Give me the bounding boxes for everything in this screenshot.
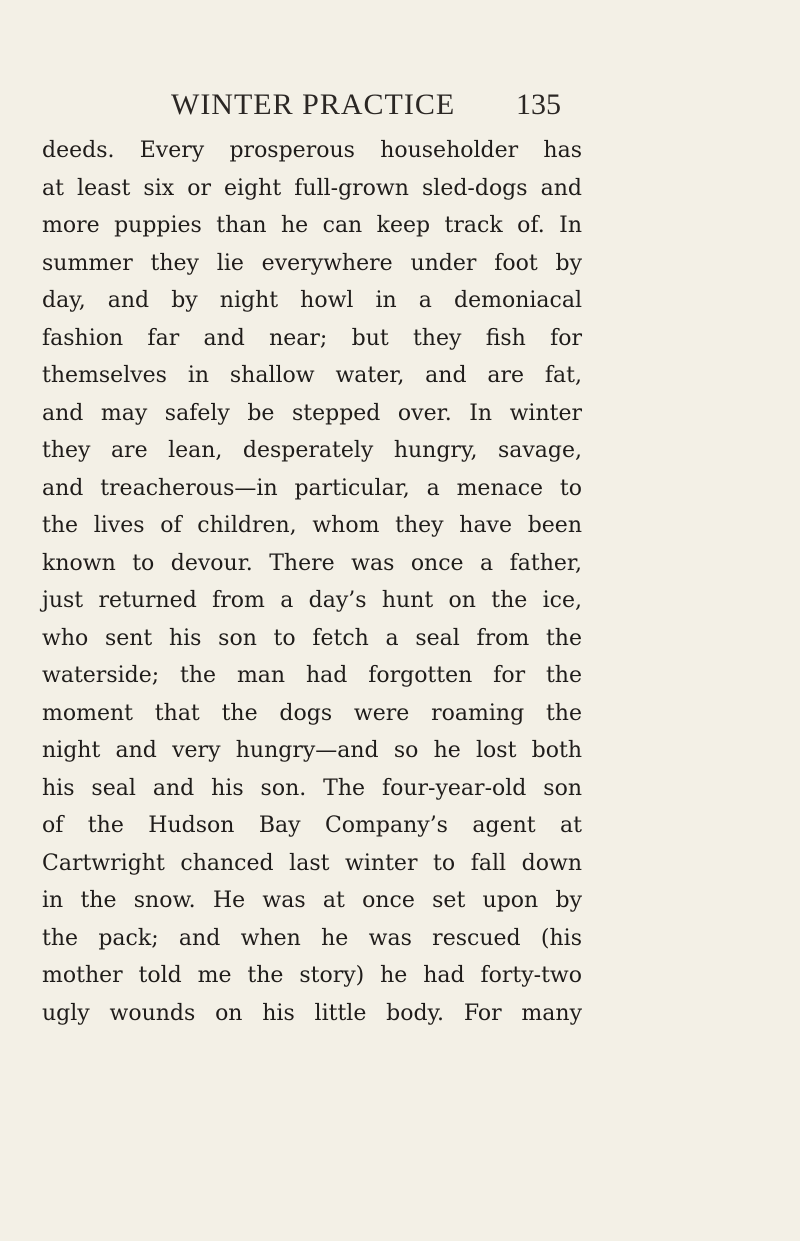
text-line: fashion far and near; but they fish for <box>42 325 582 351</box>
text-line: in the snow. He was at once set upon by <box>42 888 582 913</box>
text-line: deeds. Every prosperous householder has <box>42 138 582 163</box>
text-line: known to devour. There was once a father, <box>42 550 582 576</box>
running-head-title: WINTER PRACTICE <box>171 88 456 121</box>
text-line: mother told me the story) he had forty-two <box>42 963 582 988</box>
text-line: the lives of children, whom they have been <box>42 513 582 538</box>
text-line: themselves in shallow water, and are fat, <box>42 363 582 388</box>
text-line: more puppies than he can keep track of. In <box>42 213 582 238</box>
text-line: waterside; the man had forgotten for the <box>42 663 582 688</box>
text-line: of the Hudson Bay Company’s agent at <box>42 813 582 838</box>
text-line: day, and by night howl in a demoniacal <box>42 288 582 313</box>
text-line: summer they lie everywhere under foot by <box>42 250 582 276</box>
text-line: at least six or eight full-grown sled-dogs and <box>42 175 582 201</box>
text-line: his seal and his son. The four-year-old son <box>42 775 582 801</box>
text-line: Cartwright chanced last winter to fall down <box>42 850 582 876</box>
text-line: and treacherous—in particular, a menace to <box>42 475 582 501</box>
body-text <box>42 132 582 1032</box>
text-line: moment that the dogs were roaming the <box>42 700 582 726</box>
text-line: just returned from a day’s hunt on the ice, <box>42 588 582 613</box>
text-line: ugly wounds on his little body. For many <box>42 1000 582 1026</box>
text-line: and may safely be stepped over. In winter <box>42 400 582 426</box>
text-line: night and very hungry—and so he lost both <box>42 738 582 763</box>
running-head <box>0 88 800 128</box>
page-number: 135 <box>516 88 561 121</box>
text-line: they are lean, desperately hungry, savage, <box>42 438 582 463</box>
text-line: the pack; and when he was rescued (his <box>42 925 582 951</box>
text-line: who sent his son to fetch a seal from the <box>42 625 582 651</box>
